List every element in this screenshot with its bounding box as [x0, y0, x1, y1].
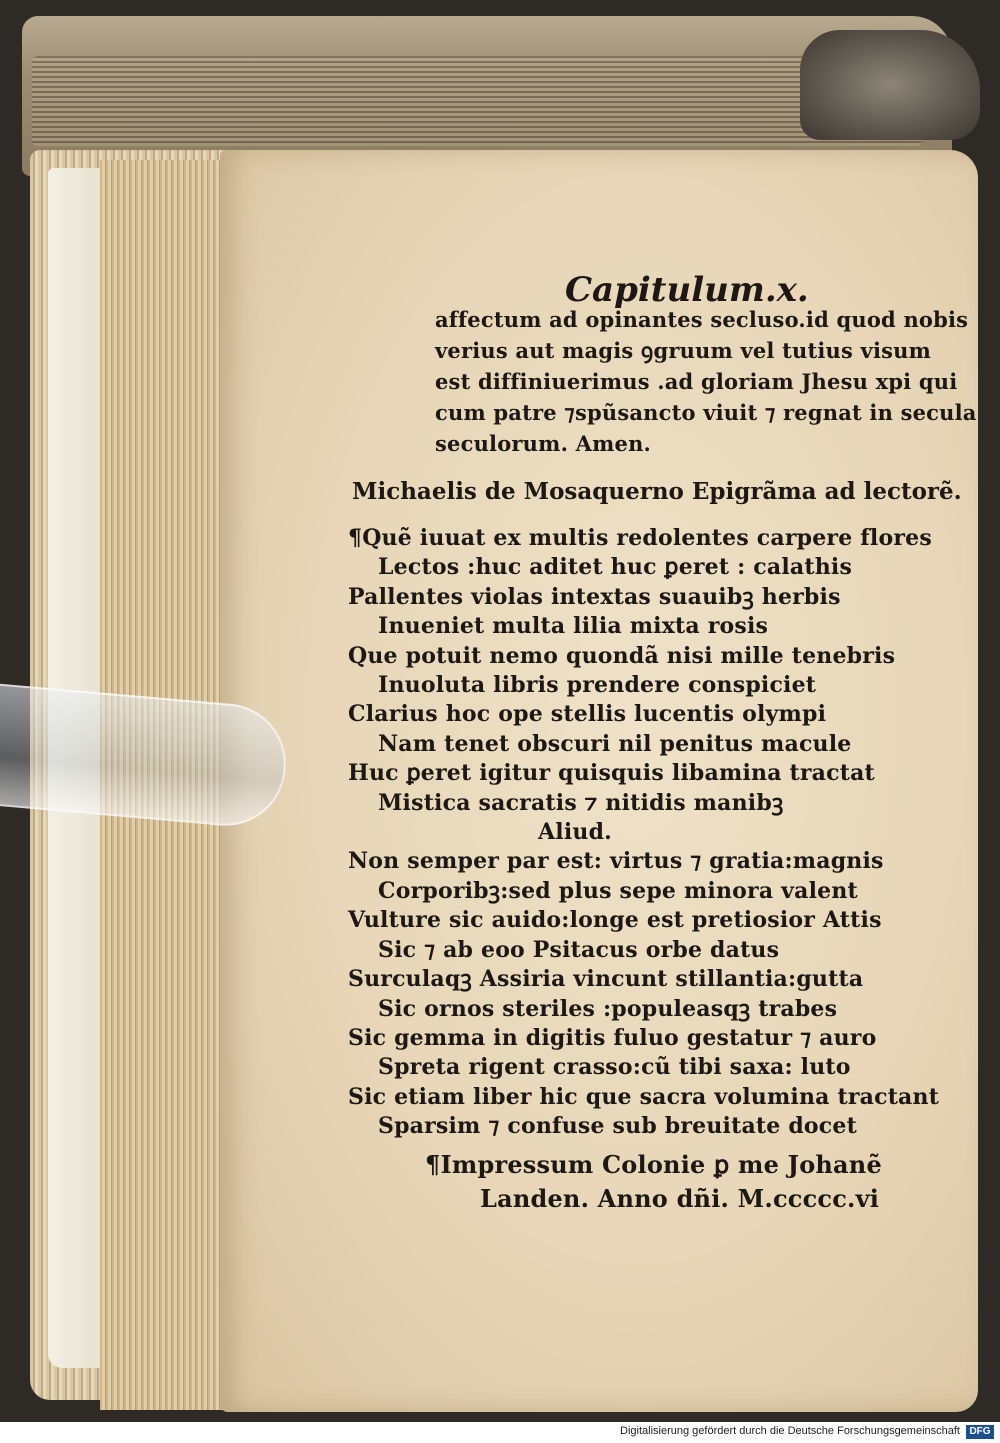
prose-line: cum patre ⁊spũsancto viuit ⁊ regnat in secula [435, 400, 977, 425]
verse-line: Sic ornos steriles :populeasqꝫ trabes [378, 995, 838, 1022]
funding-credit: Digitalisierung gefördert durch die Deutsche Forschungsgemeinschaft [620, 1425, 960, 1437]
verse-line: Clarius hoc ope stellis lucentis olympi [348, 701, 827, 728]
aliud-heading: Aliud. [538, 819, 613, 846]
prose-line: verius aut magis ꝯgruum vel tutius visum [435, 338, 932, 363]
verse-line: Non semper par est: virtus ⁊ gratia:magnis [348, 848, 884, 875]
verse-line: Corporibꝫ:sed plus sepe minora valent [378, 877, 858, 904]
footer-bar [0, 1422, 1000, 1443]
verse-line: Spreta rigent crasso:cũ tibi saxa: luto [378, 1054, 851, 1081]
verse-line: Mistica sacratis ⁊ nitidis manibꝫ [378, 789, 784, 816]
epigram-title: Michaelis de Mosaquerno Epigrãma ad lectorẽ. [352, 478, 962, 505]
book-clasp [800, 30, 980, 140]
verse-line: Pallentes violas intextas suauibꝫ herbis [348, 583, 841, 610]
verse-line: Sic ⁊ ab eoo Psitacus orbe datus [378, 936, 780, 963]
verse-line: ¶Quẽ iuuat ex multis redolentes carpere flores [348, 525, 932, 551]
colophon [425, 1148, 882, 1216]
verse-line: Lectos :huc aditet huc ꝑeret : calathis [378, 554, 853, 581]
verse-line: Sparsim ⁊ confuse sub breuitate docet [378, 1113, 857, 1140]
verse-line: Sic etiam liber hic que sacra volumina tractant [348, 1083, 940, 1110]
verse-line: Vulture sic auido:longe est pretiosior Attis [348, 907, 882, 934]
verse-line: Que potuit nemo quondã nisi mille tenebris [348, 642, 896, 669]
colophon-line: Landen. Anno dñi. M.ccccc.vi [480, 1184, 880, 1213]
prose-line: affectum ad opinantes secluso.id quod nobis [435, 307, 969, 332]
verse-line: Sic gemma in digitis fuluo gestatur ⁊ auro [348, 1024, 877, 1051]
verse-line: Inueniet multa lilia mixta rosis [378, 613, 769, 640]
chapter-heading: Capitulum.x. [565, 270, 809, 310]
verse-line: Huc ꝑeret igitur quisquis libamina tractat [348, 760, 875, 787]
prose-line: seculorum. Amen. [435, 431, 652, 456]
prose-block [435, 304, 977, 459]
verse-line: Inuoluta libris prendere conspiciet [378, 672, 817, 699]
prose-line: est diffiniuerimus .ad gloriam Jhesu xpi qui [435, 369, 958, 394]
dfg-logo-icon: DFG [966, 1425, 994, 1439]
verse-line: Nam tenet obscuri nil penitus macule [378, 730, 852, 757]
colophon-line: ¶Impressum Colonie ꝑ me Johanẽ [425, 1150, 882, 1179]
verse-block [348, 524, 939, 1142]
verse-line: Surculaqꝫ Assiria vincunt stillantia:gutta [348, 966, 864, 993]
